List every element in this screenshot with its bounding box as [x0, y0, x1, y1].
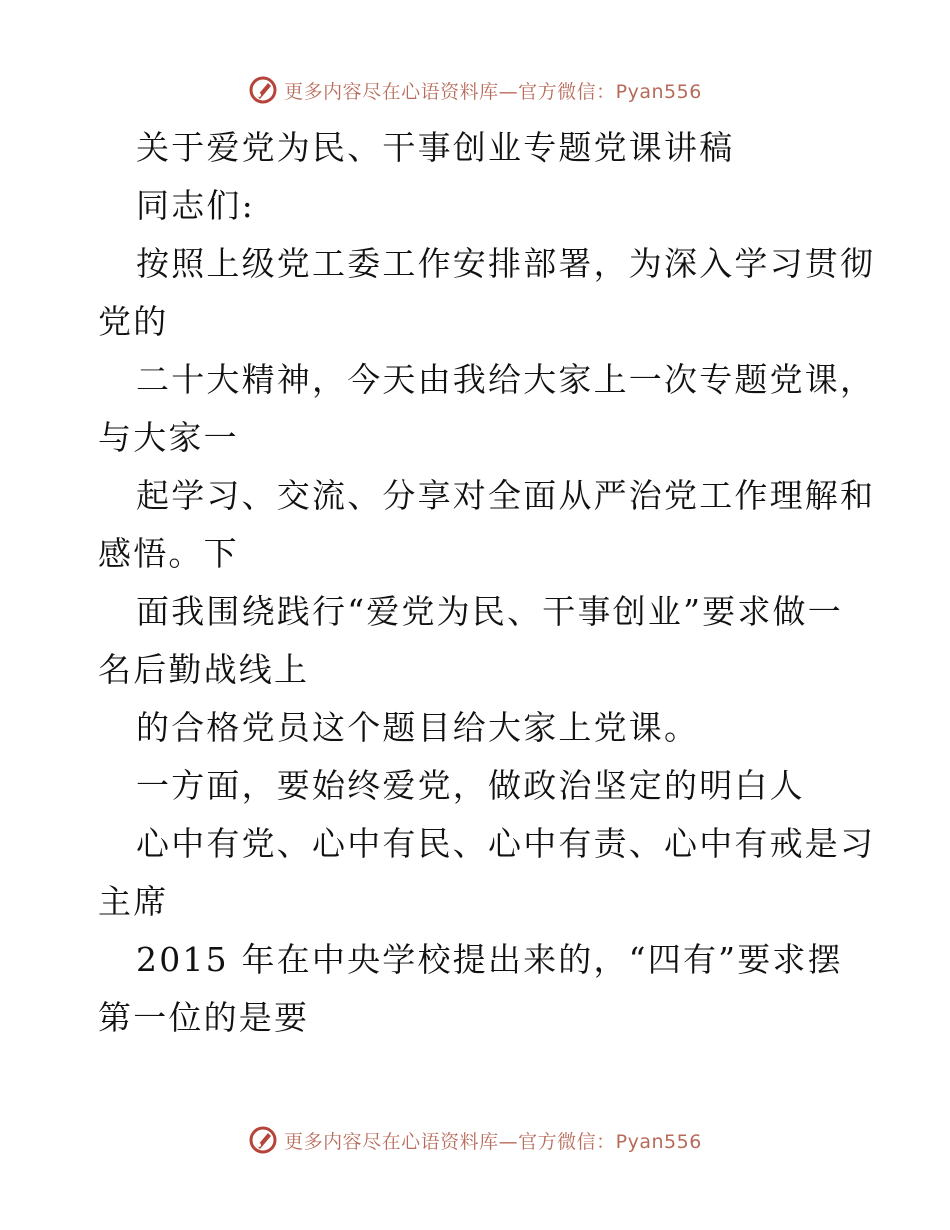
paragraph-line: 的合格党员这个题目给大家上党课。 [136, 708, 700, 747]
paragraph-line: 二十大精神，今天由我给大家上一次专题党课， [136, 360, 876, 399]
watermark-text: 更多内容尽在心语资料库—官方微信：Pyan556 [284, 80, 702, 103]
paragraph-line: 心中有党、心中有民、心中有责、心中有戒是习 [136, 824, 876, 863]
watermark-text: 更多内容尽在心语资料库—官方微信：Pyan556 [284, 1130, 702, 1153]
salutation: 同志们: [136, 186, 255, 225]
paragraph-line: 第一位的是要 [98, 998, 310, 1037]
header-watermark [0, 70, 950, 110]
paragraph-line: 党的 [98, 302, 169, 341]
paragraph-line: 按照上级党工委工作安排部署，为深入学习贯彻 [136, 244, 876, 283]
pen-logo-icon [248, 1125, 278, 1155]
pen-logo-icon [248, 75, 278, 105]
paragraph-line: 与大家一 [98, 418, 239, 457]
paragraph-line: 主席 [98, 882, 169, 921]
paragraph-line: 面我围绕践行“爱党为民、干事创业”要求做一 [136, 592, 843, 631]
paragraph-line: 感悟。下 [98, 534, 239, 573]
paragraph-line: 名后勤战线上 [98, 650, 310, 689]
document-title: 关于爱党为民、干事创业专题党课讲稿 [136, 128, 735, 167]
footer-watermark [0, 1120, 950, 1160]
paragraph-line: 一方面，要始终爱党，做政治坚定的明白人 [136, 766, 805, 805]
paragraph-line: 2015 年在中央学校提出来的，“四有”要求摆 [136, 940, 843, 979]
paragraph-line: 起学习、交流、分享对全面从严治党工作理解和 [136, 476, 876, 515]
